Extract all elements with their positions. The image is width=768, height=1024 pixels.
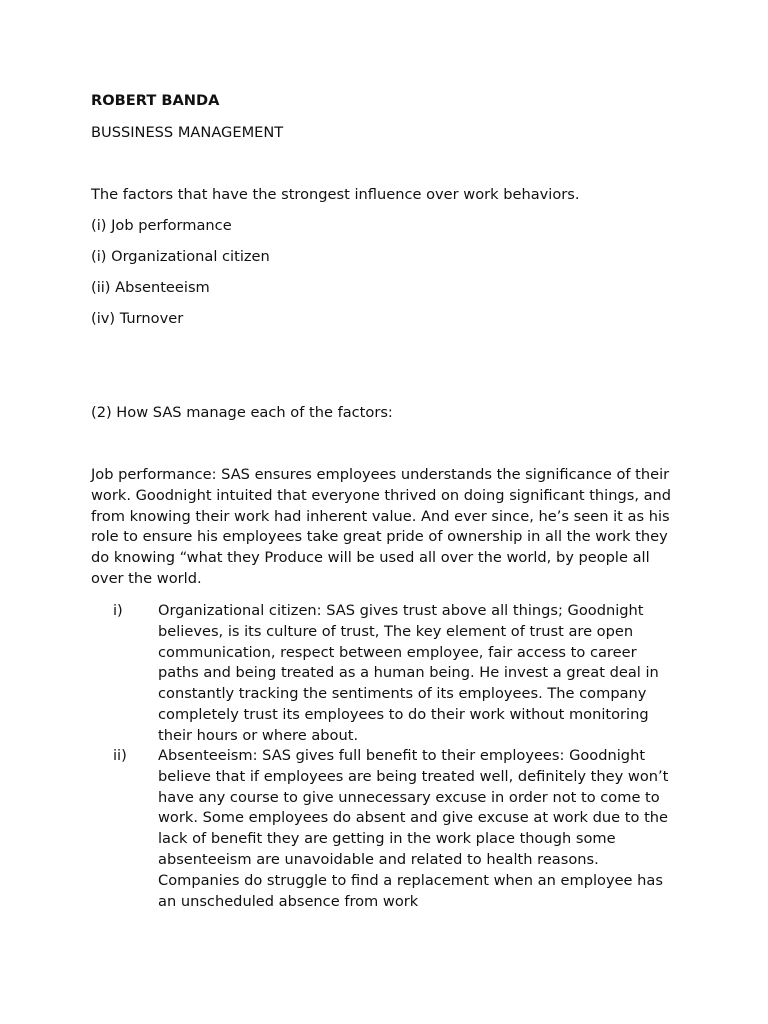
factor-item: (iv) Turnover xyxy=(91,310,184,327)
question-intro: The factors that have the strongest influence over work behaviors. xyxy=(91,186,580,203)
factor-item: (ii) Absenteeism xyxy=(91,279,210,296)
job-performance-paragraph: Job performance: SAS ensures employees understands the significance of their work. Goodnight intuited that everyone thrived on doing significant things, and from knowing their work had inherent value. And ever since, he’s seen it as his role to ensure his employees take great pride of ownership in all the work they do knowing “what they Produce will be used all over the world, by people all over the world. xyxy=(91,466,672,587)
course-title: BUSSINESS MANAGEMENT xyxy=(91,124,284,141)
factor-item: (i) Organizational citizen xyxy=(91,248,270,265)
list-item-marker: i) xyxy=(113,602,123,619)
list-item-text: Organizational citizen: SAS gives trust above all things; Goodnight believes, is its culture of trust, The key element of trust are open communication, respect between employee, fair access to career paths and being treated as a human being. He invest a great deal in constantly tracking the sentiments of its employees. The company completely trust its employees to do their work without monitoring their hours or where about. xyxy=(158,602,659,744)
list-item-marker: ii) xyxy=(113,747,127,764)
factor-item: (i) Job performance xyxy=(91,217,232,234)
list-item-text: Absenteeism: SAS gives full benefit to their employees: Goodnight believe that if employees are being treated well, definitely they won’t have any course to give unnecessary excuse in order not to come to work. Some employees do absent and give excuse at work due to the lack of benefit they are getting in the work place though some absenteeism are unavoidable and related to health reasons. Companies do struggle to find a replacement when an employee has an unscheduled absence from work xyxy=(158,747,669,910)
author-name: ROBERT BANDA xyxy=(91,92,220,109)
section2-heading: (2) How SAS manage each of the factors: xyxy=(91,404,393,421)
